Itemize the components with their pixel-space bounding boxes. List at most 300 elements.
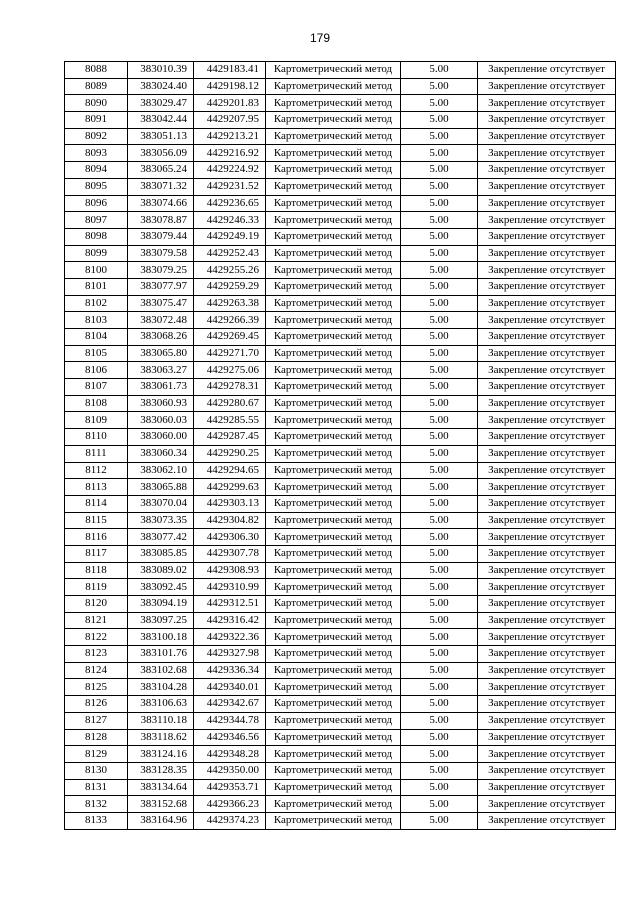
coord-y: 4429285.55 xyxy=(194,412,266,429)
point-number: 8108 xyxy=(65,395,128,412)
table-row xyxy=(65,812,616,829)
point-number: 8122 xyxy=(65,629,128,646)
method-cell: Картометрический метод xyxy=(266,562,401,579)
method-cell: Картометрический метод xyxy=(266,746,401,763)
method-cell: Картометрический метод xyxy=(266,679,401,696)
point-number: 8107 xyxy=(65,379,128,396)
fixation-cell: Закрепление отсутствует xyxy=(478,762,616,779)
accuracy-cell: 5.00 xyxy=(401,729,478,746)
coord-x: 383071.32 xyxy=(128,178,194,195)
method-cell: Картометрический метод xyxy=(266,178,401,195)
coord-x: 383065.80 xyxy=(128,345,194,362)
point-number: 8095 xyxy=(65,178,128,195)
accuracy-cell: 5.00 xyxy=(401,345,478,362)
method-cell: Картометрический метод xyxy=(266,62,401,79)
coord-x: 383065.88 xyxy=(128,479,194,496)
table-row xyxy=(65,95,616,112)
point-number: 8088 xyxy=(65,62,128,79)
accuracy-cell: 5.00 xyxy=(401,662,478,679)
method-cell: Картометрический метод xyxy=(266,312,401,329)
point-number: 8109 xyxy=(65,412,128,429)
table-row xyxy=(65,212,616,229)
coord-x: 383073.35 xyxy=(128,512,194,529)
coord-x: 383089.02 xyxy=(128,562,194,579)
accuracy-cell: 5.00 xyxy=(401,195,478,212)
table-row xyxy=(65,696,616,713)
table-row xyxy=(65,278,616,295)
table-row xyxy=(65,62,616,79)
method-cell: Картометрический метод xyxy=(266,329,401,346)
fixation-cell: Закрепление отсутствует xyxy=(478,512,616,529)
point-number: 8121 xyxy=(65,612,128,629)
method-cell: Картометрический метод xyxy=(266,162,401,179)
table-row xyxy=(65,228,616,245)
method-cell: Картометрический метод xyxy=(266,78,401,95)
table-row xyxy=(65,529,616,546)
table-row xyxy=(65,362,616,379)
table-row xyxy=(65,729,616,746)
point-number: 8132 xyxy=(65,796,128,813)
accuracy-cell: 5.00 xyxy=(401,712,478,729)
coord-y: 4429294.65 xyxy=(194,462,266,479)
coord-x: 383056.09 xyxy=(128,145,194,162)
table-row xyxy=(65,395,616,412)
table-row xyxy=(65,512,616,529)
fixation-cell: Закрепление отсутствует xyxy=(478,596,616,613)
coord-x: 383029.47 xyxy=(128,95,194,112)
point-number: 8119 xyxy=(65,579,128,596)
point-number: 8091 xyxy=(65,112,128,129)
fixation-cell: Закрепление отсутствует xyxy=(478,312,616,329)
coord-y: 4429304.82 xyxy=(194,512,266,529)
table-row xyxy=(65,445,616,462)
table-row xyxy=(65,295,616,312)
point-number: 8097 xyxy=(65,212,128,229)
coord-y: 4429183.41 xyxy=(194,62,266,79)
coord-x: 383075.47 xyxy=(128,295,194,312)
table-row xyxy=(65,579,616,596)
fixation-cell: Закрепление отсутствует xyxy=(478,529,616,546)
coord-y: 4429316.42 xyxy=(194,612,266,629)
point-number: 8113 xyxy=(65,479,128,496)
accuracy-cell: 5.00 xyxy=(401,412,478,429)
point-number: 8124 xyxy=(65,662,128,679)
table-row xyxy=(65,195,616,212)
coord-x: 383060.34 xyxy=(128,445,194,462)
point-number: 8111 xyxy=(65,445,128,462)
fixation-cell: Закрепление отсутствует xyxy=(478,78,616,95)
table-row xyxy=(65,596,616,613)
fixation-cell: Закрепление отсутствует xyxy=(478,195,616,212)
method-cell: Картометрический метод xyxy=(266,796,401,813)
accuracy-cell: 5.00 xyxy=(401,445,478,462)
fixation-cell: Закрепление отсутствует xyxy=(478,712,616,729)
coord-y: 4429287.45 xyxy=(194,429,266,446)
coord-x: 383060.03 xyxy=(128,412,194,429)
coord-x: 383062.10 xyxy=(128,462,194,479)
coord-y: 4429353.71 xyxy=(194,779,266,796)
fixation-cell: Закрепление отсутствует xyxy=(478,262,616,279)
coord-x: 383068.26 xyxy=(128,329,194,346)
table-row xyxy=(65,762,616,779)
fixation-cell: Закрепление отсутствует xyxy=(478,545,616,562)
fixation-cell: Закрепление отсутствует xyxy=(478,112,616,129)
accuracy-cell: 5.00 xyxy=(401,295,478,312)
accuracy-cell: 5.00 xyxy=(401,95,478,112)
table-row xyxy=(65,646,616,663)
coord-x: 383010.39 xyxy=(128,62,194,79)
method-cell: Картометрический метод xyxy=(266,128,401,145)
coord-y: 4429198.12 xyxy=(194,78,266,95)
coord-x: 383085.85 xyxy=(128,545,194,562)
point-number: 8133 xyxy=(65,812,128,829)
coord-x: 383134.64 xyxy=(128,779,194,796)
table-row xyxy=(65,479,616,496)
accuracy-cell: 5.00 xyxy=(401,278,478,295)
table-row xyxy=(65,245,616,262)
table-row xyxy=(65,612,616,629)
accuracy-cell: 5.00 xyxy=(401,178,478,195)
method-cell: Картометрический метод xyxy=(266,429,401,446)
method-cell: Картометрический метод xyxy=(266,412,401,429)
coord-y: 4429249.19 xyxy=(194,228,266,245)
coord-x: 383078.87 xyxy=(128,212,194,229)
accuracy-cell: 5.00 xyxy=(401,228,478,245)
accuracy-cell: 5.00 xyxy=(401,545,478,562)
coord-y: 4429290.25 xyxy=(194,445,266,462)
point-number: 8098 xyxy=(65,228,128,245)
method-cell: Картометрический метод xyxy=(266,395,401,412)
coord-y: 4429336.34 xyxy=(194,662,266,679)
table-row xyxy=(65,329,616,346)
coord-y: 4429263.38 xyxy=(194,295,266,312)
accuracy-cell: 5.00 xyxy=(401,562,478,579)
fixation-cell: Закрепление отсутствует xyxy=(478,479,616,496)
coord-y: 4429255.26 xyxy=(194,262,266,279)
coord-x: 383079.58 xyxy=(128,245,194,262)
fixation-cell: Закрепление отсутствует xyxy=(478,562,616,579)
fixation-cell: Закрепление отсутствует xyxy=(478,162,616,179)
point-number: 8096 xyxy=(65,195,128,212)
coord-y: 4429299.63 xyxy=(194,479,266,496)
accuracy-cell: 5.00 xyxy=(401,495,478,512)
fixation-cell: Закрепление отсутствует xyxy=(478,812,616,829)
coord-y: 4429307.78 xyxy=(194,545,266,562)
table-row xyxy=(65,746,616,763)
point-number: 8127 xyxy=(65,712,128,729)
accuracy-cell: 5.00 xyxy=(401,62,478,79)
fixation-cell: Закрепление отсутствует xyxy=(478,462,616,479)
fixation-cell: Закрепление отсутствует xyxy=(478,145,616,162)
point-number: 8130 xyxy=(65,762,128,779)
point-number: 8131 xyxy=(65,779,128,796)
accuracy-cell: 5.00 xyxy=(401,512,478,529)
coord-y: 4429327.98 xyxy=(194,646,266,663)
fixation-cell: Закрепление отсутствует xyxy=(478,629,616,646)
method-cell: Картометрический метод xyxy=(266,662,401,679)
accuracy-cell: 5.00 xyxy=(401,796,478,813)
coord-y: 4429216.92 xyxy=(194,145,266,162)
point-number: 8120 xyxy=(65,596,128,613)
method-cell: Картометрический метод xyxy=(266,345,401,362)
coord-x: 383106.63 xyxy=(128,696,194,713)
accuracy-cell: 5.00 xyxy=(401,812,478,829)
method-cell: Картометрический метод xyxy=(266,462,401,479)
coord-x: 383104.28 xyxy=(128,679,194,696)
accuracy-cell: 5.00 xyxy=(401,746,478,763)
accuracy-cell: 5.00 xyxy=(401,162,478,179)
fixation-cell: Закрепление отсутствует xyxy=(478,95,616,112)
coord-x: 383070.04 xyxy=(128,495,194,512)
method-cell: Картометрический метод xyxy=(266,112,401,129)
point-number: 8100 xyxy=(65,262,128,279)
method-cell: Картометрический метод xyxy=(266,379,401,396)
table-row xyxy=(65,112,616,129)
coord-x: 383079.44 xyxy=(128,228,194,245)
table-row xyxy=(65,262,616,279)
point-number: 8118 xyxy=(65,562,128,579)
accuracy-cell: 5.00 xyxy=(401,429,478,446)
method-cell: Картометрический метод xyxy=(266,512,401,529)
accuracy-cell: 5.00 xyxy=(401,379,478,396)
accuracy-cell: 5.00 xyxy=(401,312,478,329)
table-row xyxy=(65,462,616,479)
method-cell: Картометрический метод xyxy=(266,195,401,212)
fixation-cell: Закрепление отсутствует xyxy=(478,646,616,663)
point-number: 8125 xyxy=(65,679,128,696)
accuracy-cell: 5.00 xyxy=(401,646,478,663)
table-row xyxy=(65,712,616,729)
accuracy-cell: 5.00 xyxy=(401,612,478,629)
fixation-cell: Закрепление отсутствует xyxy=(478,245,616,262)
coord-x: 383061.73 xyxy=(128,379,194,396)
table-row xyxy=(65,412,616,429)
accuracy-cell: 5.00 xyxy=(401,579,478,596)
coord-y: 4429303.13 xyxy=(194,495,266,512)
accuracy-cell: 5.00 xyxy=(401,762,478,779)
method-cell: Картометрический метод xyxy=(266,812,401,829)
table-row xyxy=(65,379,616,396)
accuracy-cell: 5.00 xyxy=(401,145,478,162)
accuracy-cell: 5.00 xyxy=(401,779,478,796)
coord-x: 383065.24 xyxy=(128,162,194,179)
coord-y: 4429312.51 xyxy=(194,596,266,613)
coord-y: 4429340.01 xyxy=(194,679,266,696)
fixation-cell: Закрепление отсутствует xyxy=(478,379,616,396)
accuracy-cell: 5.00 xyxy=(401,128,478,145)
coord-x: 383124.16 xyxy=(128,746,194,763)
point-number: 8110 xyxy=(65,429,128,446)
coord-y: 4429306.30 xyxy=(194,529,266,546)
coord-x: 383110.18 xyxy=(128,712,194,729)
fixation-cell: Закрепление отсутствует xyxy=(478,329,616,346)
table-row xyxy=(65,145,616,162)
fixation-cell: Закрепление отсутствует xyxy=(478,495,616,512)
coord-x: 383077.97 xyxy=(128,278,194,295)
fixation-cell: Закрепление отсутствует xyxy=(478,62,616,79)
point-number: 8101 xyxy=(65,278,128,295)
fixation-cell: Закрепление отсутствует xyxy=(478,178,616,195)
fixation-cell: Закрепление отсутствует xyxy=(478,228,616,245)
point-number: 8115 xyxy=(65,512,128,529)
accuracy-cell: 5.00 xyxy=(401,596,478,613)
coord-x: 383097.25 xyxy=(128,612,194,629)
point-number: 8093 xyxy=(65,145,128,162)
coord-y: 4429213.21 xyxy=(194,128,266,145)
point-number: 8116 xyxy=(65,529,128,546)
coord-y: 4429350.00 xyxy=(194,762,266,779)
accuracy-cell: 5.00 xyxy=(401,112,478,129)
method-cell: Картометрический метод xyxy=(266,479,401,496)
method-cell: Картометрический метод xyxy=(266,362,401,379)
coord-x: 383152.68 xyxy=(128,796,194,813)
method-cell: Картометрический метод xyxy=(266,779,401,796)
coord-x: 383118.62 xyxy=(128,729,194,746)
coordinates-table-body xyxy=(65,62,616,830)
coord-x: 383074.66 xyxy=(128,195,194,212)
coord-x: 383164.96 xyxy=(128,812,194,829)
method-cell: Картометрический метод xyxy=(266,145,401,162)
table-row xyxy=(65,545,616,562)
fixation-cell: Закрепление отсутствует xyxy=(478,679,616,696)
table-row xyxy=(65,162,616,179)
coord-y: 4429271.70 xyxy=(194,345,266,362)
table-row xyxy=(65,662,616,679)
accuracy-cell: 5.00 xyxy=(401,679,478,696)
point-number: 8099 xyxy=(65,245,128,262)
coord-y: 4429280.67 xyxy=(194,395,266,412)
point-number: 8090 xyxy=(65,95,128,112)
fixation-cell: Закрепление отсутствует xyxy=(478,362,616,379)
table-row xyxy=(65,562,616,579)
method-cell: Картометрический метод xyxy=(266,545,401,562)
table-row xyxy=(65,312,616,329)
coord-y: 4429236.65 xyxy=(194,195,266,212)
coord-x: 383128.35 xyxy=(128,762,194,779)
point-number: 8094 xyxy=(65,162,128,179)
coord-y: 4429344.78 xyxy=(194,712,266,729)
fixation-cell: Закрепление отсутствует xyxy=(478,662,616,679)
fixation-cell: Закрепление отсутствует xyxy=(478,295,616,312)
coord-y: 4429252.43 xyxy=(194,245,266,262)
fixation-cell: Закрепление отсутствует xyxy=(478,696,616,713)
method-cell: Картометрический метод xyxy=(266,729,401,746)
coord-y: 4429322.36 xyxy=(194,629,266,646)
coord-x: 383077.42 xyxy=(128,529,194,546)
point-number: 8114 xyxy=(65,495,128,512)
method-cell: Картометрический метод xyxy=(266,445,401,462)
fixation-cell: Закрепление отсутствует xyxy=(478,445,616,462)
coord-x: 383102.68 xyxy=(128,662,194,679)
coord-y: 4429269.45 xyxy=(194,329,266,346)
table-row xyxy=(65,796,616,813)
table-row xyxy=(65,128,616,145)
point-number: 8128 xyxy=(65,729,128,746)
accuracy-cell: 5.00 xyxy=(401,529,478,546)
coord-x: 383060.00 xyxy=(128,429,194,446)
method-cell: Картометрический метод xyxy=(266,529,401,546)
fixation-cell: Закрепление отсутствует xyxy=(478,345,616,362)
point-number: 8103 xyxy=(65,312,128,329)
point-number: 8129 xyxy=(65,746,128,763)
table-row xyxy=(65,495,616,512)
accuracy-cell: 5.00 xyxy=(401,245,478,262)
coord-x: 383101.76 xyxy=(128,646,194,663)
table-row xyxy=(65,345,616,362)
accuracy-cell: 5.00 xyxy=(401,329,478,346)
fixation-cell: Закрепление отсутствует xyxy=(478,612,616,629)
point-number: 8123 xyxy=(65,646,128,663)
fixation-cell: Закрепление отсутствует xyxy=(478,212,616,229)
coord-x: 383024.40 xyxy=(128,78,194,95)
fixation-cell: Закрепление отсутствует xyxy=(478,746,616,763)
accuracy-cell: 5.00 xyxy=(401,395,478,412)
method-cell: Картометрический метод xyxy=(266,629,401,646)
fixation-cell: Закрепление отсутствует xyxy=(478,579,616,596)
coord-y: 4429275.06 xyxy=(194,362,266,379)
coord-y: 4429246.33 xyxy=(194,212,266,229)
accuracy-cell: 5.00 xyxy=(401,78,478,95)
accuracy-cell: 5.00 xyxy=(401,462,478,479)
fixation-cell: Закрепление отсутствует xyxy=(478,779,616,796)
method-cell: Картометрический метод xyxy=(266,245,401,262)
coord-y: 4429310.99 xyxy=(194,579,266,596)
accuracy-cell: 5.00 xyxy=(401,696,478,713)
coord-y: 4429346.56 xyxy=(194,729,266,746)
coord-x: 383042.44 xyxy=(128,112,194,129)
coord-y: 4429201.83 xyxy=(194,95,266,112)
accuracy-cell: 5.00 xyxy=(401,629,478,646)
point-number: 8106 xyxy=(65,362,128,379)
accuracy-cell: 5.00 xyxy=(401,212,478,229)
method-cell: Картометрический метод xyxy=(266,762,401,779)
coord-y: 4429374.23 xyxy=(194,812,266,829)
coord-x: 383051.13 xyxy=(128,128,194,145)
method-cell: Картометрический метод xyxy=(266,262,401,279)
fixation-cell: Закрепление отсутствует xyxy=(478,729,616,746)
coord-x: 383060.93 xyxy=(128,395,194,412)
coord-y: 4429266.39 xyxy=(194,312,266,329)
method-cell: Картометрический метод xyxy=(266,696,401,713)
fixation-cell: Закрепление отсутствует xyxy=(478,278,616,295)
table-row xyxy=(65,679,616,696)
point-number: 8102 xyxy=(65,295,128,312)
coord-y: 4429278.31 xyxy=(194,379,266,396)
method-cell: Картометрический метод xyxy=(266,646,401,663)
page-number: 179 xyxy=(309,31,331,45)
coord-x: 383063.27 xyxy=(128,362,194,379)
coord-y: 4429348.28 xyxy=(194,746,266,763)
fixation-cell: Закрепление отсутствует xyxy=(478,412,616,429)
method-cell: Картометрический метод xyxy=(266,228,401,245)
point-number: 8104 xyxy=(65,329,128,346)
accuracy-cell: 5.00 xyxy=(401,262,478,279)
point-number: 8092 xyxy=(65,128,128,145)
fixation-cell: Закрепление отсутствует xyxy=(478,796,616,813)
coord-x: 383094.19 xyxy=(128,596,194,613)
coord-y: 4429308.93 xyxy=(194,562,266,579)
coord-y: 4429231.52 xyxy=(194,178,266,195)
method-cell: Картометрический метод xyxy=(266,212,401,229)
fixation-cell: Закрепление отсутствует xyxy=(478,128,616,145)
point-number: 8117 xyxy=(65,545,128,562)
coord-y: 4429207.95 xyxy=(194,112,266,129)
coord-x: 383072.48 xyxy=(128,312,194,329)
method-cell: Картометрический метод xyxy=(266,278,401,295)
method-cell: Картометрический метод xyxy=(266,712,401,729)
method-cell: Картометрический метод xyxy=(266,612,401,629)
coord-y: 4429342.67 xyxy=(194,696,266,713)
